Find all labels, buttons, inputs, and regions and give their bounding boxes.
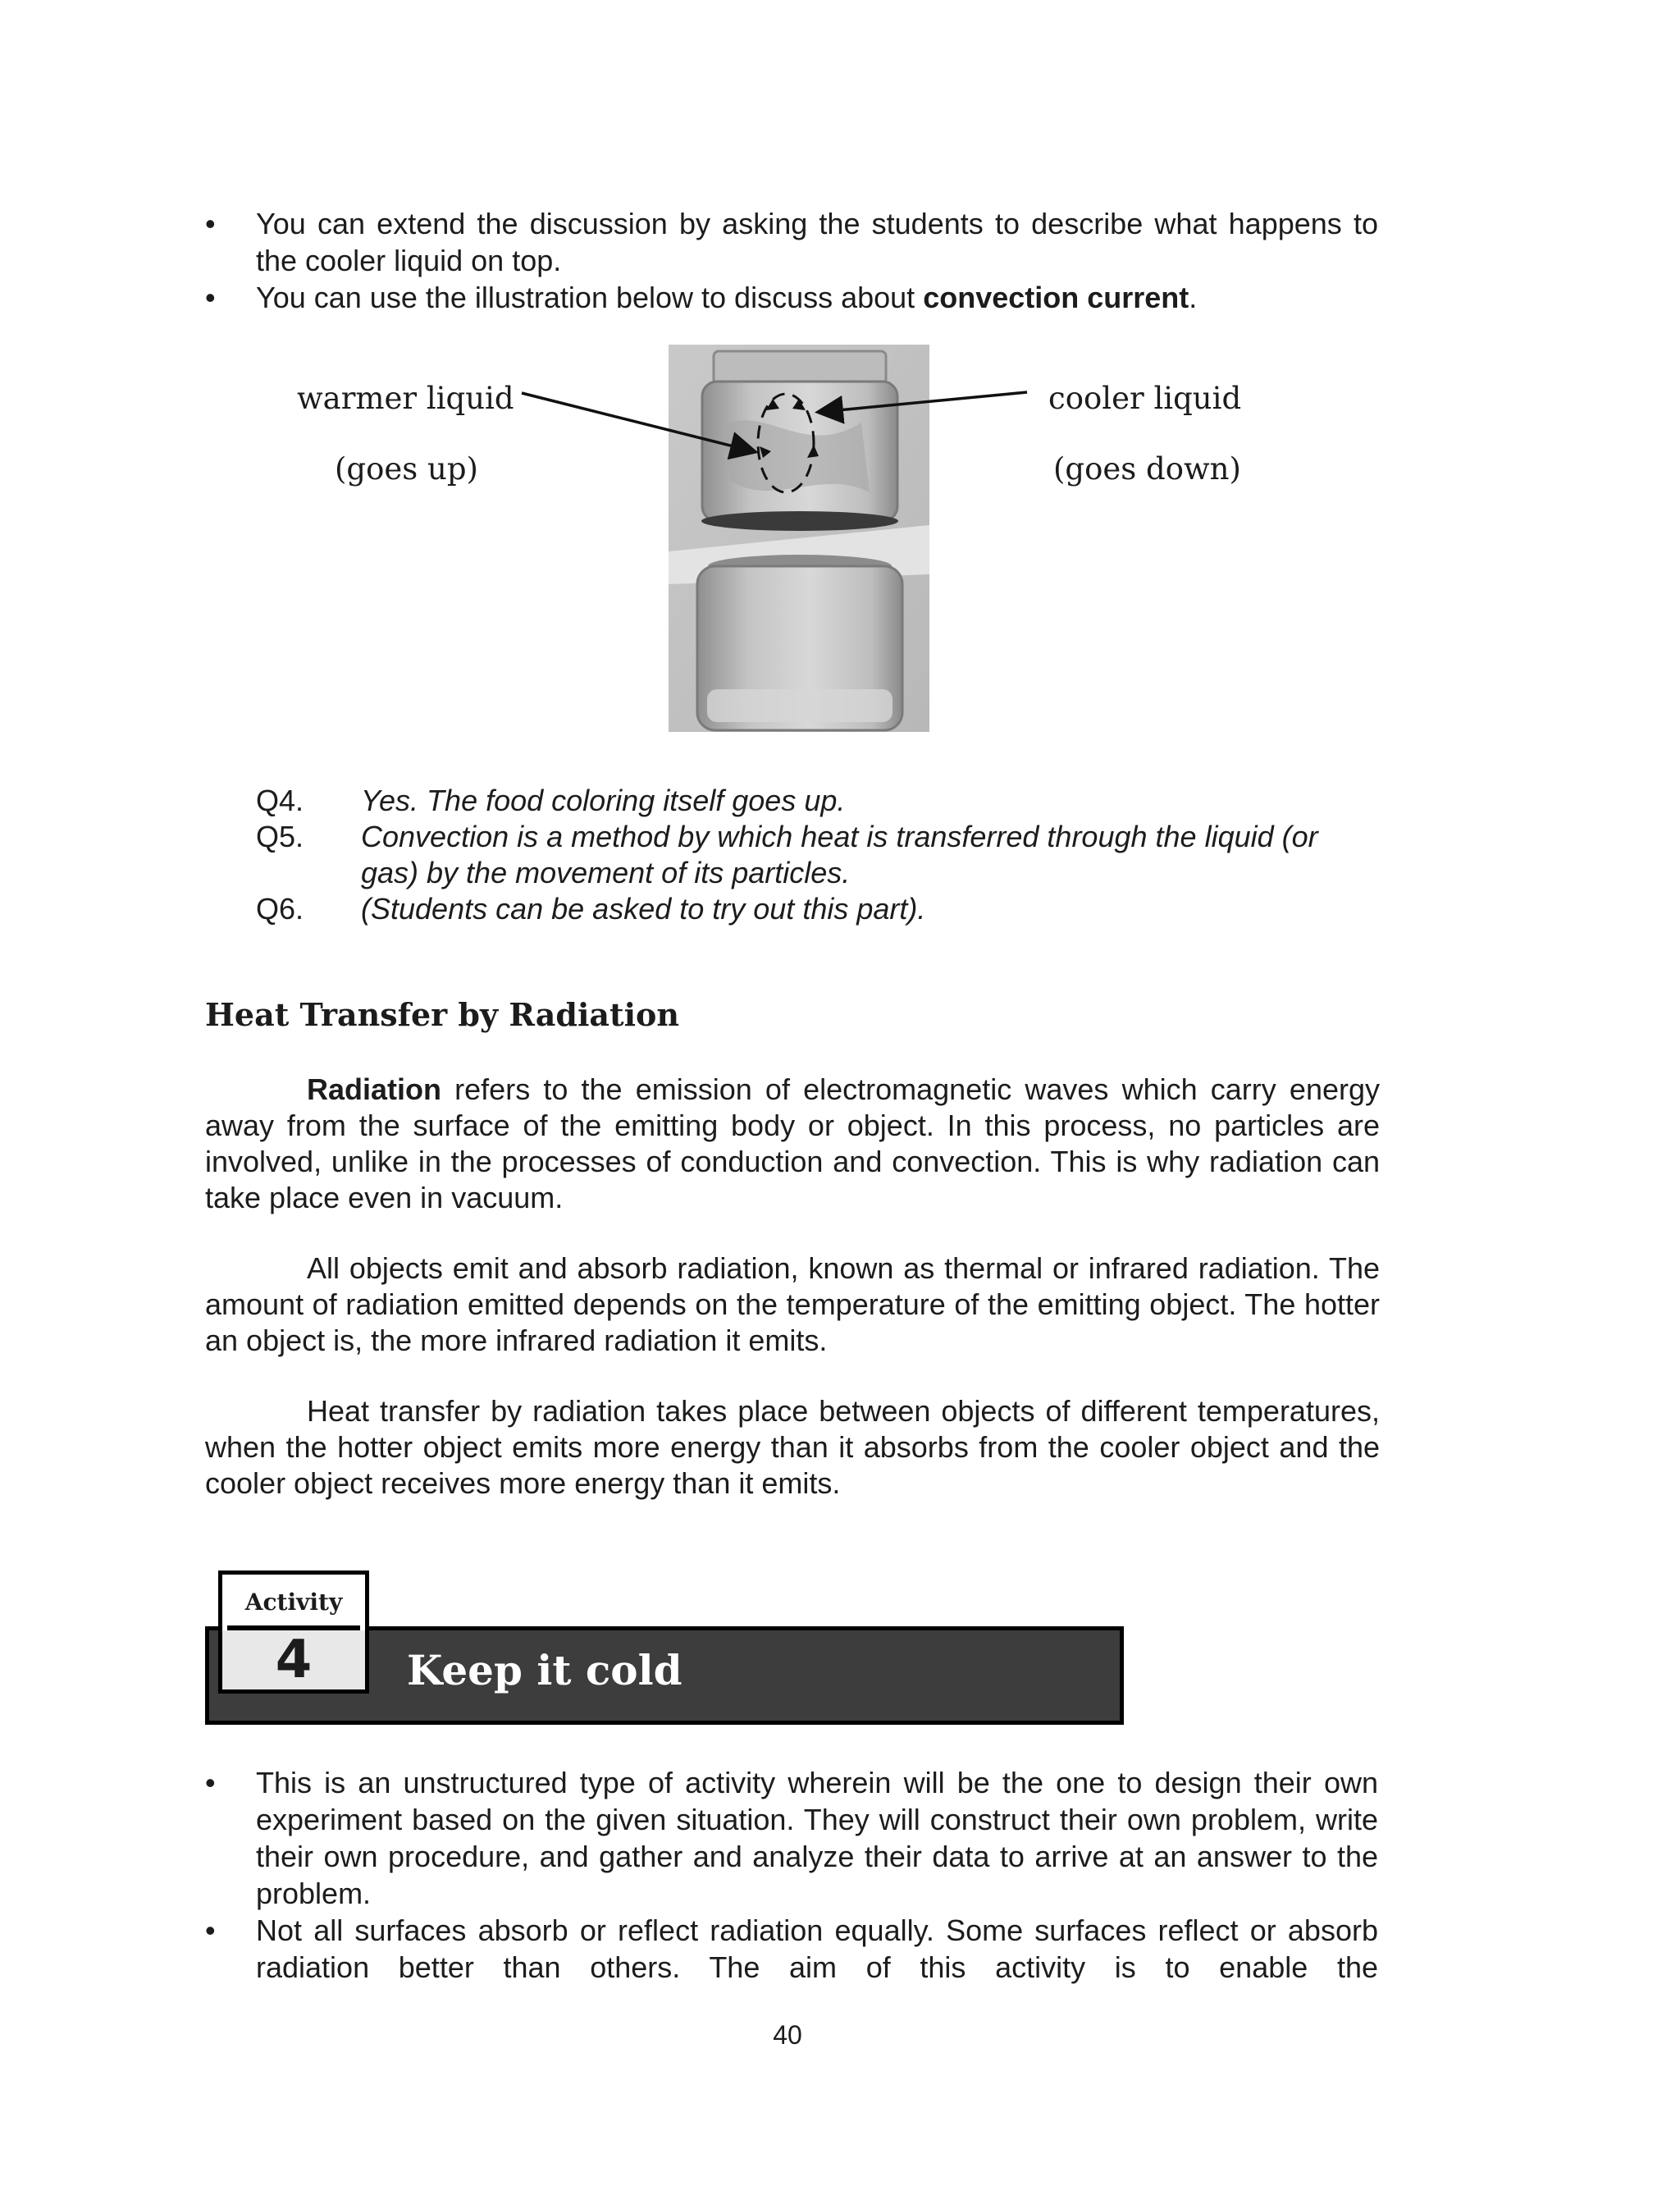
- answer-text: Yes. The food coloring itself goes up.: [361, 784, 846, 817]
- radiation-term: Radiation: [307, 1072, 442, 1106]
- paragraph-heat-transfer: [205, 1393, 1380, 1502]
- bullet-bold-term: convection current: [923, 281, 1189, 314]
- answer-number: Q4.: [256, 784, 304, 817]
- paragraph-text: refers to the emission of electromagnetic waves which carry energy away from the surface of the emitting body or object. In this process, no particles are involved, unlike in the processes of conduction and convection. This is why radiation can take place even in vacuum.: [205, 1072, 1380, 1214]
- activity-title: Keep it cold: [407, 1646, 682, 1694]
- answer-list: [256, 783, 1380, 927]
- bullet-text: You can extend the discussion by asking the students to describe what happens to the cooler liquid on top.: [256, 207, 1378, 277]
- answer-row: [256, 819, 1380, 891]
- jar-photo: [669, 345, 929, 732]
- bullet-text: This is an unstructured type of activity wherein will be the one to design their own experiment based on the given situation. They will construct their own problem, write their own procedure, and gather and analyze their data to arrive at an answer to the problem.: [256, 1766, 1378, 1910]
- bullet-text-end: .: [1189, 281, 1198, 314]
- answer-row: [256, 891, 1380, 927]
- activity-label: Activity: [244, 1589, 343, 1616]
- bullet-text: Not all surfaces absorb or reflect radiation equally. Some surfaces reflect or absorb radiation better than others. The aim of this activity is to enable the: [256, 1913, 1378, 1984]
- bullet-icon: •: [205, 281, 216, 314]
- list-item: [205, 1764, 1378, 1912]
- answer-text: (Students can be asked to try out this part).: [361, 892, 926, 926]
- list-item: [205, 1912, 1378, 1986]
- paragraph-text: Heat transfer by radiation takes place between objects of different temperatures, when the hotter object emits more energy than it absorbs from the cooler object and the cooler object receives more energy than it emits.: [205, 1394, 1380, 1500]
- answer-number: Q6.: [256, 892, 304, 926]
- bullet-text: You can use the illustration below to discuss about: [256, 281, 924, 314]
- figure-label-cooler: cooler liquid: [1048, 381, 1242, 416]
- section-heading: Heat Transfer by Radiation: [205, 996, 679, 1033]
- bullet-icon: •: [205, 207, 216, 240]
- paragraph-text: All objects emit and absorb radiation, known as thermal or infrared radiation. The amount of radiation emitted depends on the temperature of the emitting object. The hotter an object is, the more infrared radiation it emits.: [205, 1251, 1380, 1357]
- figure-label-warmer: warmer liquid: [297, 381, 514, 416]
- bottom-bullet-list: [205, 1764, 1378, 1986]
- bullet-icon: •: [205, 1913, 216, 1947]
- answer-text: Convection is a method by which heat is transferred through the liquid (or gas) by the movement of its particles.: [361, 820, 1318, 889]
- figure-label-goes-up: (goes up): [335, 451, 478, 487]
- answer-number: Q5.: [256, 820, 304, 853]
- paragraph-radiation-definition: [205, 1072, 1380, 1216]
- bullet-icon: •: [205, 1766, 216, 1799]
- figure-label-goes-down: (goes down): [1053, 451, 1241, 487]
- answer-row: [256, 783, 1380, 819]
- activity-number: 4: [222, 1630, 365, 1689]
- activity-badge: [218, 1570, 369, 1694]
- paragraph-thermal-radiation: [205, 1250, 1380, 1359]
- page-number: 40: [773, 2020, 802, 2050]
